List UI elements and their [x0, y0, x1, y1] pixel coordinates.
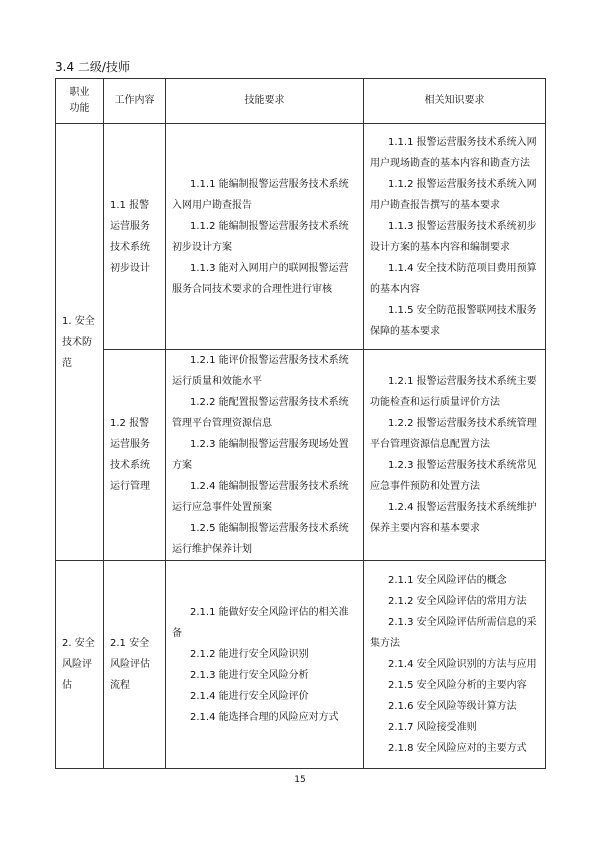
header-skills: 技能要求 — [166, 79, 364, 124]
skill-item: 1.2.1 能评价报警运营服务技术系统运行质量和效能水平 — [172, 355, 349, 387]
skill-item: 1.1.1 能编制报警运营服务技术系统入网用户勘查报告 — [172, 178, 349, 211]
knowledge-item: 1.2.1 报警运营服务技术系统主要功能检查和运行质量评价方法 — [370, 376, 537, 408]
table-header-row — [56, 79, 546, 124]
skills-cell — [166, 561, 364, 769]
knowledge-item: 2.1.4 安全风险识别的方法与应用 — [388, 659, 537, 670]
knowledge-item: 1.1.2 报警运营服务技术系统入网用户勘查报告撰写的基本要求 — [370, 178, 537, 211]
knowledge-cell — [364, 350, 546, 561]
skill-item: 1.1.2 能编制报警运营服务技术系统初步设计方案 — [172, 220, 349, 253]
knowledge-cell — [364, 561, 546, 769]
knowledge-item: 1.2.2 报警运营服务技术系统管理平台管理资源信息配置方法 — [370, 418, 537, 450]
skills-cell — [166, 124, 364, 350]
skill-item: 2.1.4 能进行安全风险评价 — [190, 690, 309, 702]
function-cell: 2. 安全风险评估 — [56, 561, 104, 769]
skill-item: 1.2.2 能配置报警运营服务技术系统管理平台管理资源信息 — [172, 397, 349, 429]
knowledge-item: 2.1.1 安全风险评估的概念 — [388, 575, 507, 586]
skill-item: 2.1.3 能进行安全风险分析 — [190, 669, 309, 681]
function-cell: 1. 安全技术防范 — [56, 124, 104, 561]
knowledge-item: 1.2.3 报警运营服务技术系统常见应急事件预防和处置方法 — [370, 460, 537, 492]
skill-item: 1.2.3 能编制报警运营服务现场处置方案 — [172, 439, 349, 471]
knowledge-item: 1.2.4 报警运营服务技术系统维护保养主要内容和基本要求 — [370, 502, 537, 534]
table-row — [56, 124, 546, 350]
table-row — [56, 561, 546, 769]
knowledge-item: 1.1.4 安全技术防范项目费用预算的基本内容 — [370, 262, 537, 295]
skill-item: 2.1.4 能选择合理的风险应对方式 — [190, 711, 339, 723]
work-content-cell: 1.2 报警运营服务技术系统运行管理 — [104, 350, 166, 561]
skill-requirements-table — [55, 78, 546, 769]
knowledge-cell — [364, 124, 546, 350]
page-number: 15 — [294, 775, 306, 785]
knowledge-item: 1.1.5 安全防范报警联网技术服务保障的基本要求 — [370, 304, 537, 337]
knowledge-item: 2.1.8 安全风险应对的主要方式 — [388, 743, 527, 754]
knowledge-item: 2.1.2 安全风险评估的常用方法 — [388, 596, 527, 607]
work-content-cell: 1.1 报警运营服务技术系统初步设计 — [104, 124, 166, 350]
skill-item: 2.1.1 能做好安全风险评估的相关准备 — [172, 606, 349, 639]
section-title: 3.4 二级/技师 — [55, 60, 130, 74]
knowledge-item: 2.1.7 风险接受准则 — [388, 722, 477, 733]
skills-cell — [166, 350, 364, 561]
knowledge-item: 2.1.3 安全风险评估所需信息的采集方法 — [370, 617, 537, 649]
knowledge-item: 1.1.3 报警运营服务技术系统初步设计方案的基本内容和编制要求 — [370, 220, 537, 253]
knowledge-item: 2.1.6 安全风险等级计算方法 — [388, 701, 517, 712]
knowledge-item: 1.1.1 报警运营服务技术系统入网用户现场勘查的基本内容和勘查方法 — [370, 136, 537, 169]
table-row — [56, 350, 546, 561]
skill-item: 2.1.2 能进行安全风险识别 — [190, 648, 309, 660]
work-content-cell: 2.1 安全风险评估流程 — [104, 561, 166, 769]
knowledge-item: 2.1.5 安全风险分析的主要内容 — [388, 680, 527, 691]
header-function: 职业 功能 — [56, 79, 104, 124]
skill-item: 1.2.4 能编制报警运营服务技术系统运行应急事件处置预案 — [172, 481, 349, 513]
skill-item: 1.2.5 能编制报警运营服务技术系统运行维护保养计划 — [172, 523, 349, 555]
header-knowledge: 相关知识要求 — [364, 79, 546, 124]
skill-item: 1.1.3 能对入网用户的联网报警运营服务合同技术要求的合理性进行审核 — [172, 262, 349, 295]
header-work-content: 工作内容 — [104, 79, 166, 124]
